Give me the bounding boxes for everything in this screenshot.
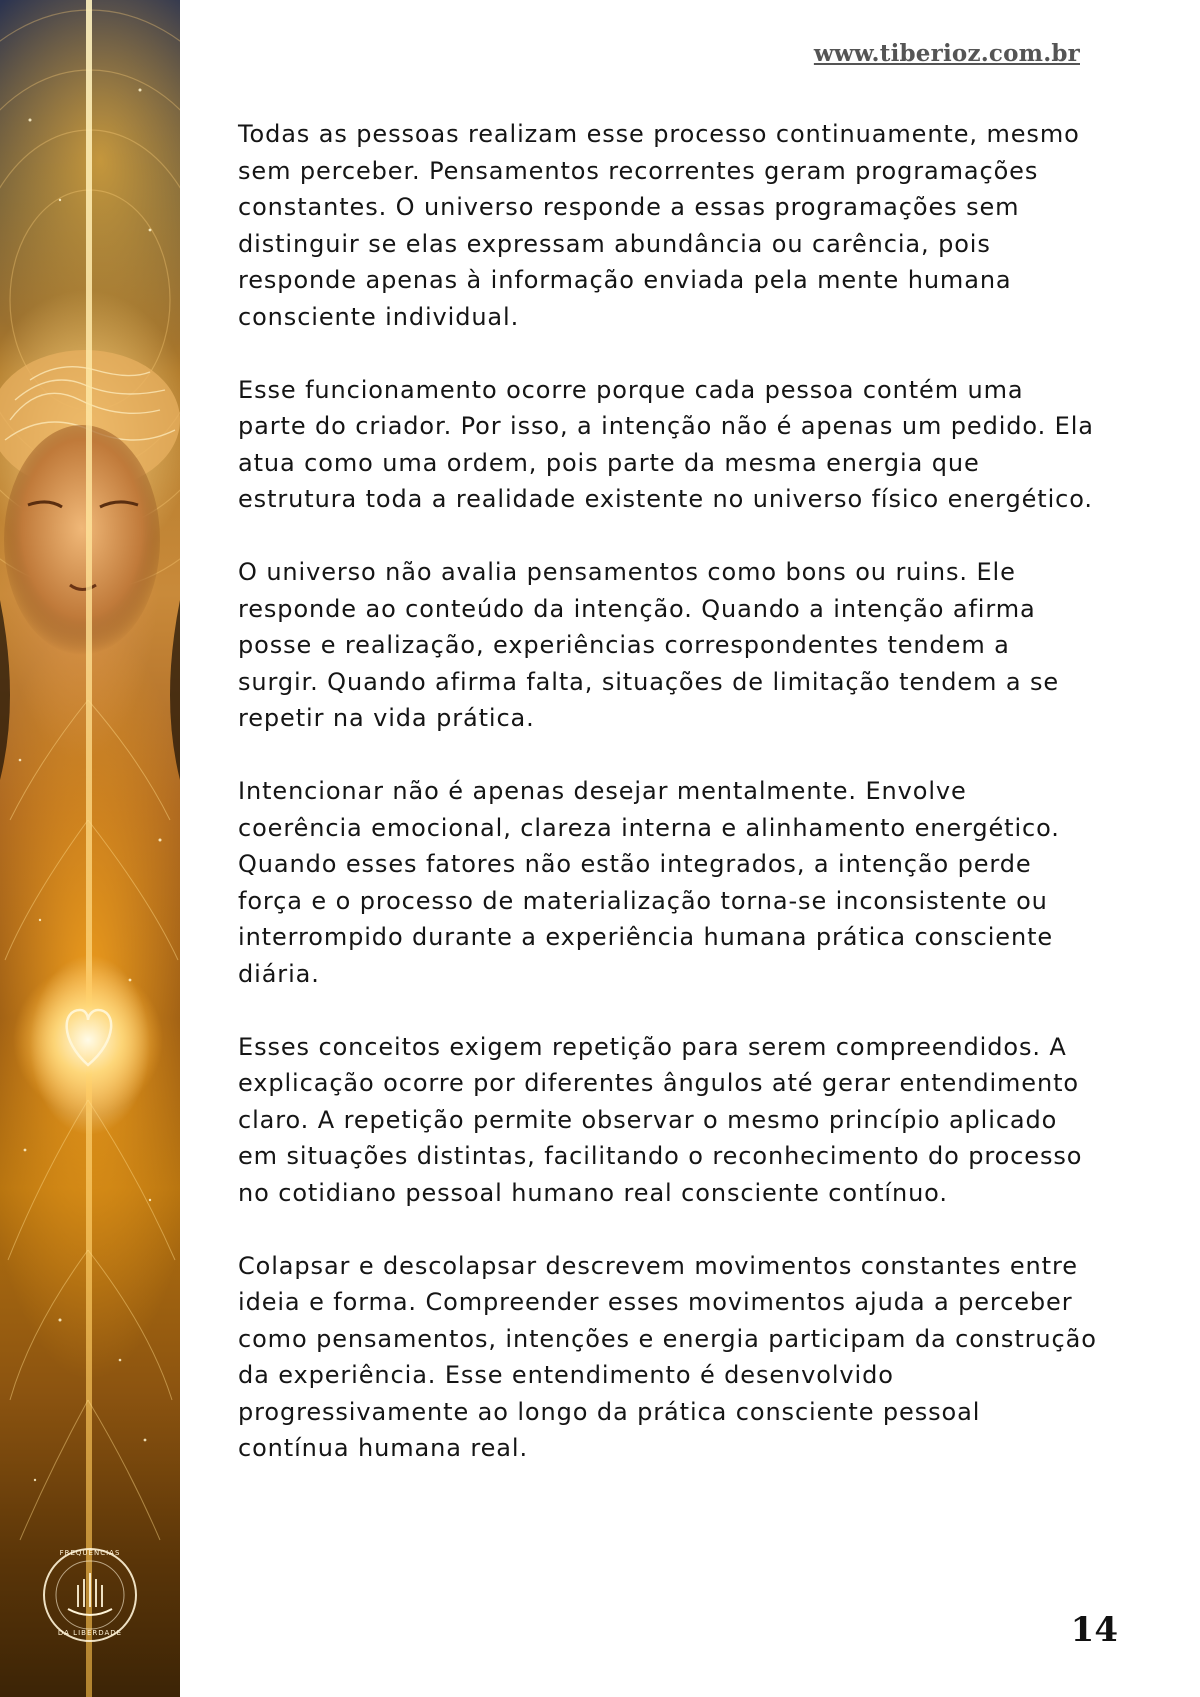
paragraph-4: Intencionar não é apenas desejar mentalmente. Envolve coerência emocional, clareza interna e alinhamento energético. Quando esses fatores não estão integrados, a intenção perde força e o processo de materialização torna-se inconsistente ou interrompido durante a experiência humana prática consciente diária. [238, 777, 1060, 988]
logo-text-bottom: DA LIBERDADE [57, 1629, 123, 1637]
paragraph-2: Esse funcionamento ocorre porque cada pessoa contém uma parte do criador. Por isso, a intenção não é apenas um pedido. Ela atua como uma ordem, pois parte da mesma energia que estrutura toda a realidade existente no universo físico energético. [238, 375, 1094, 513]
website-link[interactable]: www.tiberioz.com.br [813, 40, 1080, 67]
paragraph-6: Colapsar e descolapsar descrevem movimentos constantes entre ideia e forma. Compreender esses movimentos ajuda a perceber como pensamentos, intenções e energia participam da construção da experiência. Esse entendimento é desenvolvido progressivamente ao longo da prática consciente pessoal contínua humana real. [238, 1251, 1097, 1462]
brand-logo [40, 1545, 140, 1645]
logo-text-top: FREQUÊNCIAS [59, 1549, 121, 1557]
paragraph-1: Todas as pessoas realizam esse processo continuamente, mesmo sem perceber. Pensamentos recorrentes geram programações constantes. O universo responde a essas programações sem distinguir se elas expressam abundância ou carência, pois responde apenas à informação enviada pela mente humana consciente individual. [238, 120, 1080, 331]
golden-energy-figure-illustration [0, 0, 180, 1697]
decorative-side-artwork [0, 0, 180, 1697]
paragraph-3: O universo não avalia pensamentos como bons ou ruins. Ele responde ao conteúdo da intenção. Quando a intenção afirma posse e realização, experiências correspondentes tendem a surgir. Quando afirma falta, situações de limitação tendem a se repetir na vida prática. [238, 558, 1060, 732]
body-text [238, 116, 1098, 1503]
paragraph-5: Esses conceitos exigem repetição para serem compreendidos. A explicação ocorre por diferentes ângulos até gerar entendimento claro. A repetição permite observar o mesmo princípio aplicado em situações distintas, facilitando o reconhecimento do processo no cotidiano pessoal humano real consciente contínuo. [238, 1032, 1083, 1207]
page-number: 14 [1070, 1610, 1118, 1650]
